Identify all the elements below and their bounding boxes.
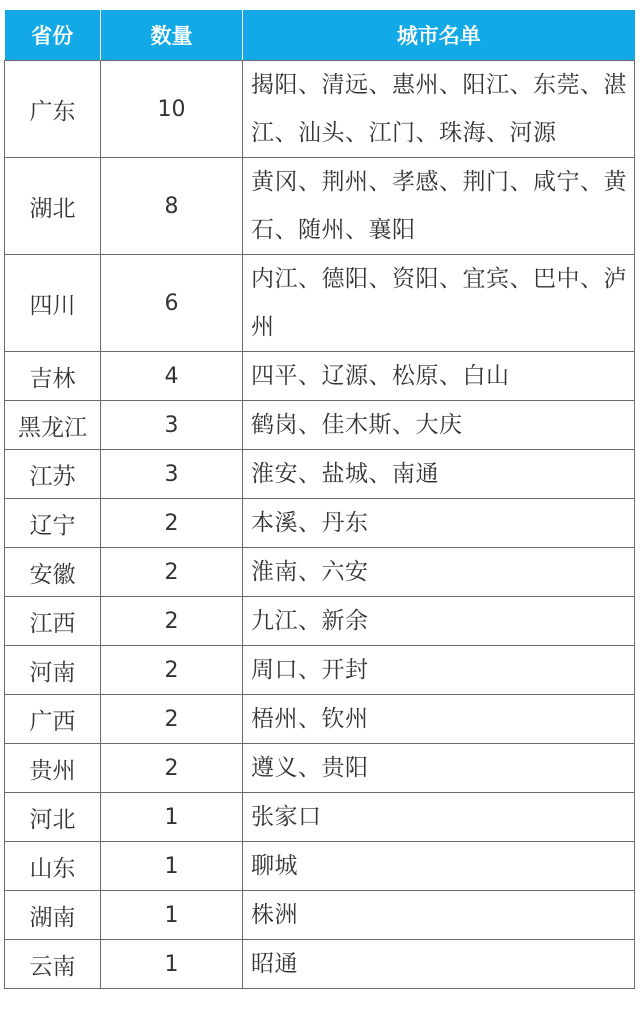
cities-cell: 四平、辽源、松原、白山 <box>243 352 635 401</box>
cities-cell: 梧州、钦州 <box>243 695 635 744</box>
table-row <box>5 352 635 401</box>
cities-cell: 揭阳、清远、惠州、阳江、东莞、湛江、汕头、江门、珠海、河源 <box>243 61 635 158</box>
table-row <box>5 158 635 255</box>
table-row <box>5 695 635 744</box>
province-cell: 吉林 <box>5 352 101 401</box>
table-body <box>5 61 635 989</box>
header-province: 省份 <box>5 10 101 61</box>
province-city-table <box>4 10 635 989</box>
cities-cell: 淮安、盐城、南通 <box>243 450 635 499</box>
count-cell: 4 <box>101 352 243 401</box>
count-cell: 6 <box>101 255 243 352</box>
table-row <box>5 744 635 793</box>
table-row <box>5 61 635 158</box>
province-cell: 江西 <box>5 597 101 646</box>
province-cell: 江苏 <box>5 450 101 499</box>
header-count: 数量 <box>101 10 243 61</box>
table-row <box>5 401 635 450</box>
city-list-document <box>4 10 634 989</box>
table-row <box>5 597 635 646</box>
cities-cell: 鹤岗、佳木斯、大庆 <box>243 401 635 450</box>
province-cell: 广西 <box>5 695 101 744</box>
count-cell: 1 <box>101 891 243 940</box>
province-cell: 辽宁 <box>5 499 101 548</box>
cities-cell: 周口、开封 <box>243 646 635 695</box>
province-cell: 安徽 <box>5 548 101 597</box>
province-cell: 广东 <box>5 61 101 158</box>
count-cell: 8 <box>101 158 243 255</box>
cities-cell: 昭通 <box>243 940 635 989</box>
count-cell: 2 <box>101 548 243 597</box>
cities-cell: 株洲 <box>243 891 635 940</box>
count-cell: 2 <box>101 597 243 646</box>
cities-cell: 内江、德阳、资阳、宜宾、巴中、泸州 <box>243 255 635 352</box>
count-cell: 3 <box>101 401 243 450</box>
count-cell: 2 <box>101 646 243 695</box>
count-cell: 3 <box>101 450 243 499</box>
cities-cell: 九江、新余 <box>243 597 635 646</box>
cities-cell: 聊城 <box>243 842 635 891</box>
province-cell: 云南 <box>5 940 101 989</box>
cities-cell: 张家口 <box>243 793 635 842</box>
count-cell: 10 <box>101 61 243 158</box>
table-header <box>5 10 635 61</box>
count-cell: 1 <box>101 842 243 891</box>
province-cell: 河南 <box>5 646 101 695</box>
table-row <box>5 646 635 695</box>
table-row <box>5 891 635 940</box>
table-row <box>5 450 635 499</box>
province-cell: 山东 <box>5 842 101 891</box>
province-cell: 河北 <box>5 793 101 842</box>
table-row <box>5 255 635 352</box>
count-cell: 2 <box>101 744 243 793</box>
province-cell: 贵州 <box>5 744 101 793</box>
province-cell: 黑龙江 <box>5 401 101 450</box>
count-cell: 1 <box>101 940 243 989</box>
table-row <box>5 940 635 989</box>
table-row <box>5 499 635 548</box>
table-row <box>5 842 635 891</box>
province-cell: 四川 <box>5 255 101 352</box>
header-row <box>5 10 635 61</box>
cities-cell: 黄冈、荆州、孝感、荆门、咸宁、黄石、随州、襄阳 <box>243 158 635 255</box>
cities-cell: 本溪、丹东 <box>243 499 635 548</box>
table-row <box>5 793 635 842</box>
count-cell: 2 <box>101 499 243 548</box>
count-cell: 1 <box>101 793 243 842</box>
cities-cell: 淮南、六安 <box>243 548 635 597</box>
province-cell: 湖南 <box>5 891 101 940</box>
table-row <box>5 548 635 597</box>
cities-cell: 遵义、贵阳 <box>243 744 635 793</box>
province-cell: 湖北 <box>5 158 101 255</box>
count-cell: 2 <box>101 695 243 744</box>
header-cities: 城市名单 <box>243 10 635 61</box>
